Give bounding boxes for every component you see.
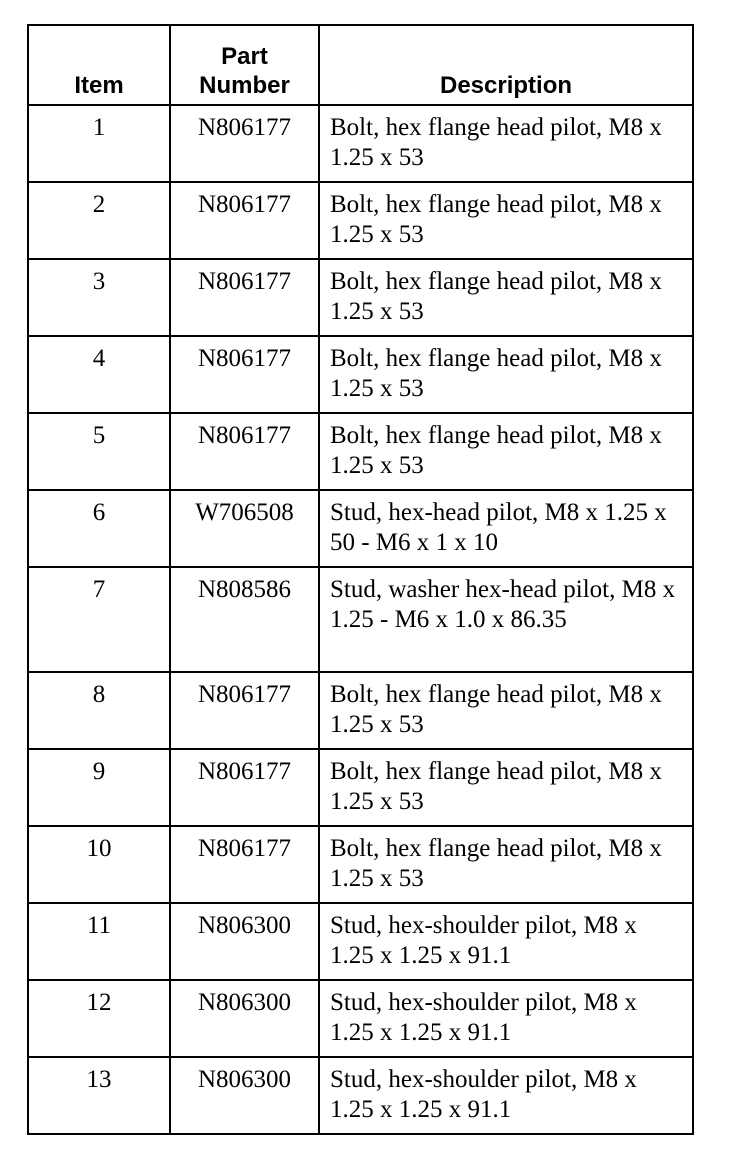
- part-number-cell: N806177: [170, 672, 319, 749]
- part-number-cell: N806177: [170, 182, 319, 259]
- part-number-cell: N806177: [170, 413, 319, 490]
- header-row: [28, 25, 693, 105]
- table-row: [28, 567, 693, 672]
- parts-table: [27, 24, 694, 1135]
- table-row: [28, 336, 693, 413]
- description-cell: Stud, hex-shoulder pilot, M8 x 1.25 x 1.25 x 91.1: [319, 903, 693, 980]
- part-number-cell: N806300: [170, 903, 319, 980]
- part-number-cell: W706508: [170, 490, 319, 567]
- part-number-cell: N806177: [170, 826, 319, 903]
- table-row: [28, 490, 693, 567]
- part-number-cell: N806300: [170, 1057, 319, 1134]
- item-cell: 1: [28, 105, 170, 182]
- item-cell: 11: [28, 903, 170, 980]
- description-cell: Bolt, hex flange head pilot, M8 x 1.25 x 53: [319, 336, 693, 413]
- description-cell: Stud, hex-shoulder pilot, M8 x 1.25 x 1.25 x 91.1: [319, 1057, 693, 1134]
- table-row: [28, 672, 693, 749]
- item-cell: 8: [28, 672, 170, 749]
- description-cell: Bolt, hex flange head pilot, M8 x 1.25 x 53: [319, 182, 693, 259]
- description-cell: Bolt, hex flange head pilot, M8 x 1.25 x 53: [319, 259, 693, 336]
- part-number-cell: N806177: [170, 336, 319, 413]
- description-cell: Bolt, hex flange head pilot, M8 x 1.25 x 53: [319, 105, 693, 182]
- part-number-cell: N808586: [170, 567, 319, 672]
- parts-table-body: [28, 105, 693, 1134]
- table-row: [28, 182, 693, 259]
- table-row: [28, 903, 693, 980]
- description-cell: Stud, hex-head pilot, M8 x 1.25 x 50 - M6 x 1 x 10: [319, 490, 693, 567]
- part-number-cell: N806177: [170, 105, 319, 182]
- description-cell: Stud, hex-shoulder pilot, M8 x 1.25 x 1.25 x 91.1: [319, 980, 693, 1057]
- header-part-number-label: Part Number: [199, 43, 290, 99]
- table-row: [28, 749, 693, 826]
- part-number-cell: N806177: [170, 749, 319, 826]
- header-part-number: [170, 25, 319, 105]
- item-cell: 6: [28, 490, 170, 567]
- item-cell: 2: [28, 182, 170, 259]
- item-cell: 12: [28, 980, 170, 1057]
- table-row: [28, 826, 693, 903]
- description-cell: Bolt, hex flange head pilot, M8 x 1.25 x 53: [319, 413, 693, 490]
- header-item: Item: [28, 25, 170, 105]
- part-number-cell: N806300: [170, 980, 319, 1057]
- item-cell: 13: [28, 1057, 170, 1134]
- item-cell: 3: [28, 259, 170, 336]
- table-row: [28, 105, 693, 182]
- header-description: Description: [319, 25, 693, 105]
- item-cell: 7: [28, 567, 170, 672]
- description-cell: Bolt, hex flange head pilot, M8 x 1.25 x 53: [319, 672, 693, 749]
- description-cell: Bolt, hex flange head pilot, M8 x 1.25 x 53: [319, 826, 693, 903]
- item-cell: 5: [28, 413, 170, 490]
- description-cell: Bolt, hex flange head pilot, M8 x 1.25 x 53: [319, 749, 693, 826]
- part-number-cell: N806177: [170, 259, 319, 336]
- table-row: [28, 413, 693, 490]
- description-cell: Stud, washer hex-head pilot, M8 x 1.25 - M6 x 1.0 x 86.35: [319, 567, 693, 672]
- item-cell: 10: [28, 826, 170, 903]
- table-row: [28, 1057, 693, 1134]
- table-row: [28, 980, 693, 1057]
- item-cell: 9: [28, 749, 170, 826]
- item-cell: 4: [28, 336, 170, 413]
- table-row: [28, 259, 693, 336]
